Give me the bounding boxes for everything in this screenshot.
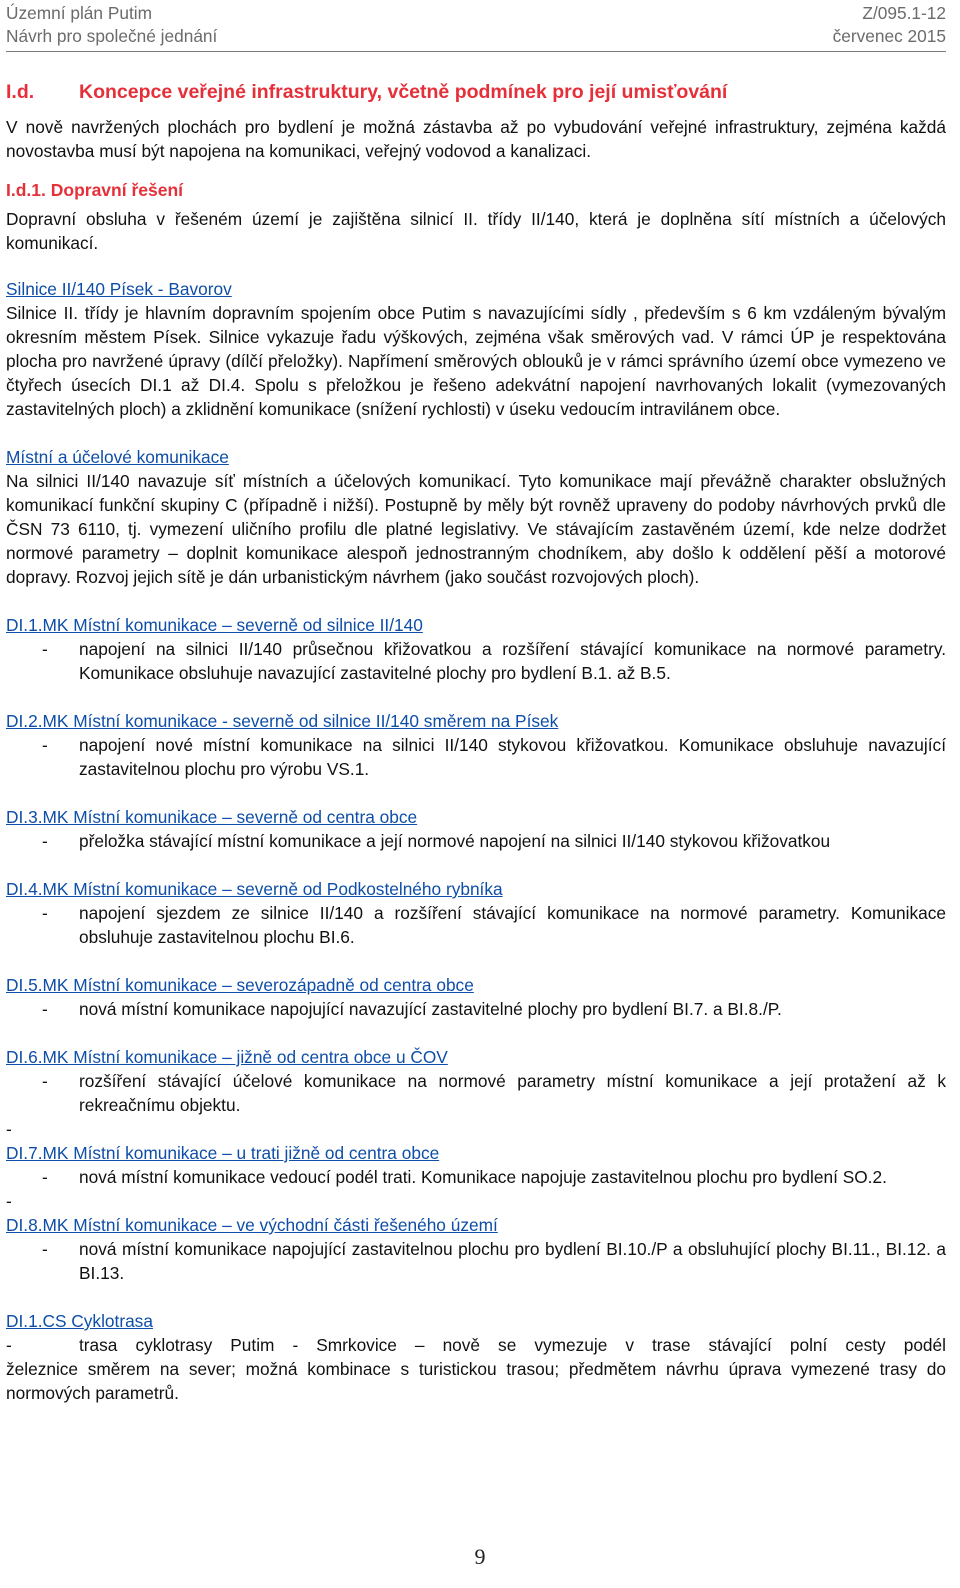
header-left bbox=[6, 2, 217, 48]
header-code: Z/095.1-12 bbox=[862, 3, 946, 23]
local-roads-text: Na silnici II/140 navazuje síť místních a účelových komunikací. Tyto komunikace mají převážně charakter obslužných komunikací funkční skupiny C (případně i nižší). Postupně by měly být rovněž upraveny do podoby návrhových prvků dle ČSN 73 6110, tj. vymezení uličního profilu dle platné legislativy. Ve stávajícím zastavěném území, kde nelze dodržet normové parametry – doplnit komunikace alespoň jednostranným chodníkem, aby došlo k oddělení pěší a motorové dopravy. Rozvoj jejich sítě je dán urbanistickým návrhem (jako součást rozvojových ploch). bbox=[6, 471, 946, 587]
bullet-dash: - bbox=[42, 831, 48, 851]
item-code: DI.8. bbox=[6, 1215, 43, 1235]
bullet-dash: - bbox=[6, 1191, 12, 1211]
header-subtitle: Návrh pro společné jednání bbox=[6, 26, 218, 46]
item-desc-text: přeložka stávající místní komunikace a její normové napojení na silnici II/140 stykovou křižovatkou bbox=[79, 831, 831, 851]
item-desc-text: nová místní komunikace vedoucí podél trati. Komunikace napojuje zastavitelnou plochu pro bydlení SO.2. bbox=[79, 1167, 887, 1187]
bullet-dash: - bbox=[42, 639, 48, 659]
item-heading bbox=[6, 1213, 946, 1237]
bullet-dash: - bbox=[42, 903, 48, 923]
header-right bbox=[833, 2, 946, 48]
item-desc-text: napojení na silnici II/140 průsečnou křižovatkou a rozšíření stávající komunikace na normové parametry. Komunikace obsluhuje navazující zastavitelné plochy pro bydlení B.1. až B.5. bbox=[79, 639, 946, 683]
item-description bbox=[6, 637, 946, 685]
bullet-dash: - bbox=[42, 1071, 48, 1091]
bullet-dash: - bbox=[42, 1239, 48, 1259]
item-desc-text: nová místní komunikace napojující navazující zastavitelné plochy pro bydlení BI.7. a BI.8./P. bbox=[79, 999, 782, 1019]
item-heading bbox=[6, 973, 946, 997]
document-page bbox=[6, 0, 946, 1405]
item-heading bbox=[6, 805, 946, 829]
bullet-dash: - bbox=[42, 999, 48, 1019]
item-title: MK Místní komunikace – severně od Podkostelného rybníka bbox=[42, 879, 503, 899]
item-description bbox=[6, 1165, 946, 1189]
cyclo-description-first bbox=[6, 1333, 946, 1357]
item-title: MK Místní komunikace – u trati jižně od centra obce bbox=[42, 1143, 440, 1163]
cyclo-code: DI.1. bbox=[6, 1311, 43, 1331]
page-number: 9 bbox=[474, 1544, 486, 1569]
bullet-dash: - bbox=[6, 1335, 12, 1355]
road-text: Silnice II. třídy je hlavním dopravním spojením obce Putim s navazujícími sídly , především s 6 km vzdáleným bývalým okresním městem Písek. Silnice vykazuje řadu výškových, zejména však směrových vad. V rámci ÚP je respektována plocha pro navržené úpravy (dílčí přeložky). Napřímení směrových oblouků je v rámci správního území obce vymezeno ve čtyřech úsecích DI.1 až DI.4. Spolu s přeložkou je řešeno adekvátní napojení navrhovaných lokalit (vymezovaných zastavitelných ploch) a zklidnění komunikace (snížení rychlosti) v úseku vedoucím intravilánem obce. bbox=[6, 303, 946, 419]
subsection-heading bbox=[6, 177, 946, 203]
item-desc-text: napojení sjezdem ze silnice II/140 a rozšíření stávající komunikace na normové parametry. Komunikace obsluhuje zastavitelnou plochu BI.6. bbox=[79, 903, 946, 947]
item-title: MK Místní komunikace - severně od silnice II/140 směrem na Písek bbox=[42, 711, 559, 731]
item-code: DI.5. bbox=[6, 975, 43, 995]
section-heading bbox=[6, 79, 946, 105]
bullet-dash: - bbox=[42, 1167, 48, 1187]
item-desc-text: napojení nové místní komunikace na silnici II/140 stykovou křižovatkou. Komunikace obsluhuje navazující zastavitelnou plochu pro výrobu VS.1. bbox=[79, 735, 946, 779]
subsection-title: Dopravní řešení bbox=[50, 180, 184, 200]
item-heading bbox=[6, 1045, 946, 1069]
cyclo-description-rest: železnice směrem na sever; možná kombinace s turistickou trasou; předmětem návrhu úprava vymezené trasy do normových parametrů. bbox=[6, 1359, 946, 1403]
item-description bbox=[6, 733, 946, 781]
local-roads-heading: Místní a účelové komunikace bbox=[6, 447, 229, 467]
item-heading bbox=[6, 1141, 946, 1165]
item-code: DI.4. bbox=[6, 879, 43, 899]
item-code: DI.6. bbox=[6, 1047, 43, 1067]
item-description bbox=[6, 1237, 946, 1285]
cyclo-title: CS Cyklotrasa bbox=[42, 1311, 153, 1331]
item-title: MK Místní komunikace – jižně od centra obce u ČOV bbox=[42, 1047, 448, 1067]
item-heading bbox=[6, 877, 946, 901]
item-title: MK Místní komunikace – severně od silnice II/140 bbox=[42, 615, 423, 635]
item-description bbox=[6, 1069, 946, 1117]
section-number: I.d. bbox=[6, 81, 35, 103]
item-code: DI.3. bbox=[6, 807, 43, 827]
section-intro: V nově navržených plochách pro bydlení je možná zástavba až po vybudování veřejné infrastruktury, zejména každá novostavba musí být napojena na komunikaci, veřejný vodovod a kanalizaci. bbox=[6, 117, 946, 161]
item-title: MK Místní komunikace – ve východní části řešeného území bbox=[42, 1215, 498, 1235]
subsection-intro: Dopravní obsluha v řešeném území je zajištěna silnicí II. třídy II/140, která je doplněna sítí místních a účelových komunikací. bbox=[6, 209, 946, 253]
item-code: DI.2. bbox=[6, 711, 43, 731]
bullet-dash: - bbox=[42, 735, 48, 755]
header-date: červenec 2015 bbox=[832, 26, 946, 46]
item-code: DI.1. bbox=[6, 615, 43, 635]
item-description bbox=[6, 829, 946, 853]
item-heading bbox=[6, 613, 946, 637]
cyclo-desc-first: trasa cyklotrasy Putim - Smrkovice – nově se vymezuje v trase stávající polní cesty podél bbox=[79, 1335, 946, 1355]
item-desc-text: nová místní komunikace napojující zastavitelnou plochu pro bydlení BI.10./P a obsluhující plochy BI.11., BI.12. a BI.13. bbox=[79, 1239, 946, 1283]
road-heading: Silnice II/140 Písek - Bavorov bbox=[6, 279, 232, 299]
item-desc-text: rozšíření stávající účelové komunikace na normové parametry místní komunikace a její protažení až k rekreačnímu objektu. bbox=[79, 1071, 946, 1115]
item-description bbox=[6, 997, 946, 1021]
item-title: MK Místní komunikace – severně od centra obce bbox=[42, 807, 418, 827]
item-code: DI.7. bbox=[6, 1143, 43, 1163]
cyclo-heading bbox=[6, 1309, 946, 1333]
subsection-number: I.d.1. bbox=[6, 180, 46, 200]
item-heading bbox=[6, 709, 946, 733]
bullet-dash: - bbox=[6, 1119, 12, 1139]
item-description bbox=[6, 901, 946, 949]
item-title: MK Místní komunikace – severozápadně od centra obce bbox=[42, 975, 474, 995]
header-title: Územní plán Putim bbox=[6, 3, 152, 23]
page-header bbox=[6, 0, 946, 52]
section-title: Koncepce veřejné infrastruktury, včetně podmínek pro její umisťování bbox=[79, 81, 728, 103]
